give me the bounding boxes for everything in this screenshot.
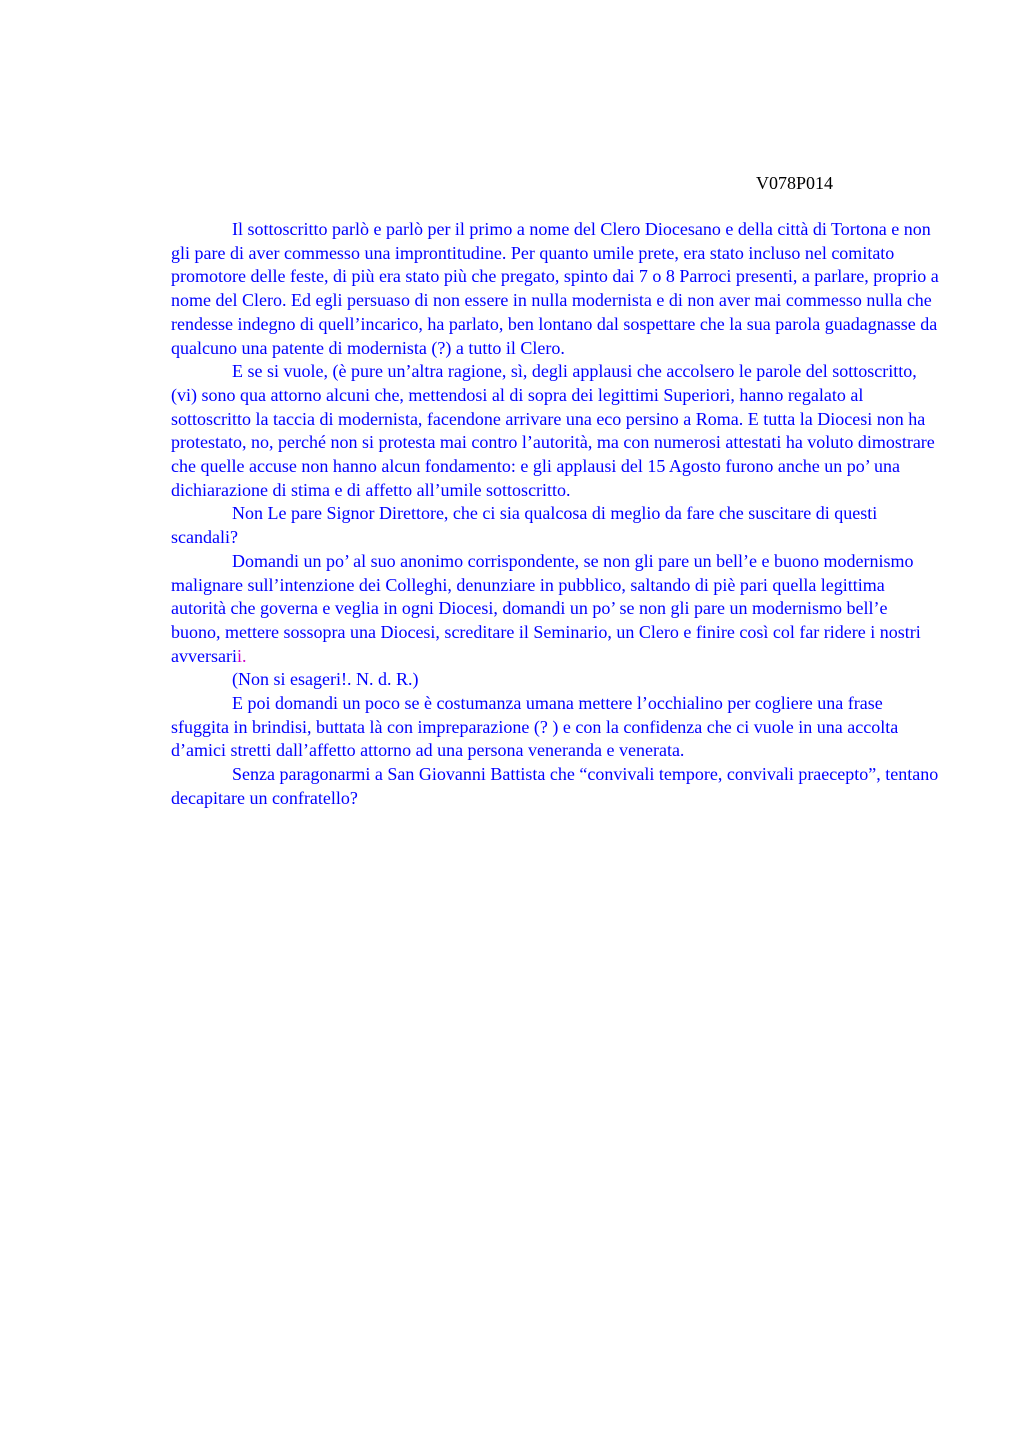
paragraph-4-text: Domandi un po’ al suo anonimo corrispondente, se non gli pare un bell’e e buono modernismo malignare sull’intenzione dei Colleghi, denunziare in pubblico, saltando di piè pari quella legittima autorità che governa e veglia in ogni Diocesi, domandi un po’ se non gli pare un modernismo bell’e buono, mettere sossopra una Diocesi, screditare il Seminario, un Clero e finire così col far ridere i nostri avversari xyxy=(171,550,921,666)
editor-note: (Non si esageri!. N. d. R.) xyxy=(232,669,419,690)
paragraph-3: Non Le pare Signor Direttore, che ci sia qualcosa di meglio da fare che suscitare di questi scandali? xyxy=(171,503,878,548)
letter-body xyxy=(171,218,941,811)
page-code: V078P014 xyxy=(756,173,834,193)
paragraph-6: Senza paragonarmi a San Giovanni Battista che “convivali tempore, convivali praecepto”, tentano decapitare un confratello? xyxy=(171,764,939,808)
paragraph-4-accent: i. xyxy=(236,645,247,666)
paragraph-1: Il sottoscritto parlò e parlò per il primo a nome del Clero Diocesano e della città di Tortona e non gli pare di aver commesso una improntitudine. Per quanto umile prete, era stato incluso nel comitato promotore delle feste, di più era stato più che pregato, spinto dai 7 o 8 Parroci presenti, a parlare, proprio a nome del Clero. Ed egli persuaso di non essere in nulla modernista e di non aver mai commesso nulla che rendesse indegno di quell’incarico, ha parlato, ben lontano dal sospettare che la sua parola guadagnasse da qualcuno una patente di modernista (?) a tutto il Clero. xyxy=(171,219,939,358)
paragraph-4 xyxy=(171,550,941,669)
paragraph-2: E se si vuole, (è pure un’altra ragione, sì, degli applausi che accolsero le parole del sottoscritto, (vi) sono qua attorno alcuni che, mettendosi al di sopra dei legittimi Superiori, hanno regalato al sottoscritto la taccia di modernista, facendone arrivare una eco persino a Roma. E tutta la Diocesi non ha protestato, no, perché non si protesta mai contro l’autorità, ma con numerosi attestati ha voluto dimostrare che quelle accuse non hanno alcun fondamento: e gli applausi del 15 Agosto furono anche un po’ una dichiarazione di stima e di affetto all’umile sottoscritto. xyxy=(171,361,935,500)
paragraph-5: E poi domandi un poco se è costumanza umana mettere l’occhialino per cogliere una frase sfuggita in brindisi, buttata là con impreparazione (? ) e con la confidenza che ci vuole in una accolta d’amici stretti dall’affetto attorno ad una persona veneranda e venerata. xyxy=(171,693,899,761)
